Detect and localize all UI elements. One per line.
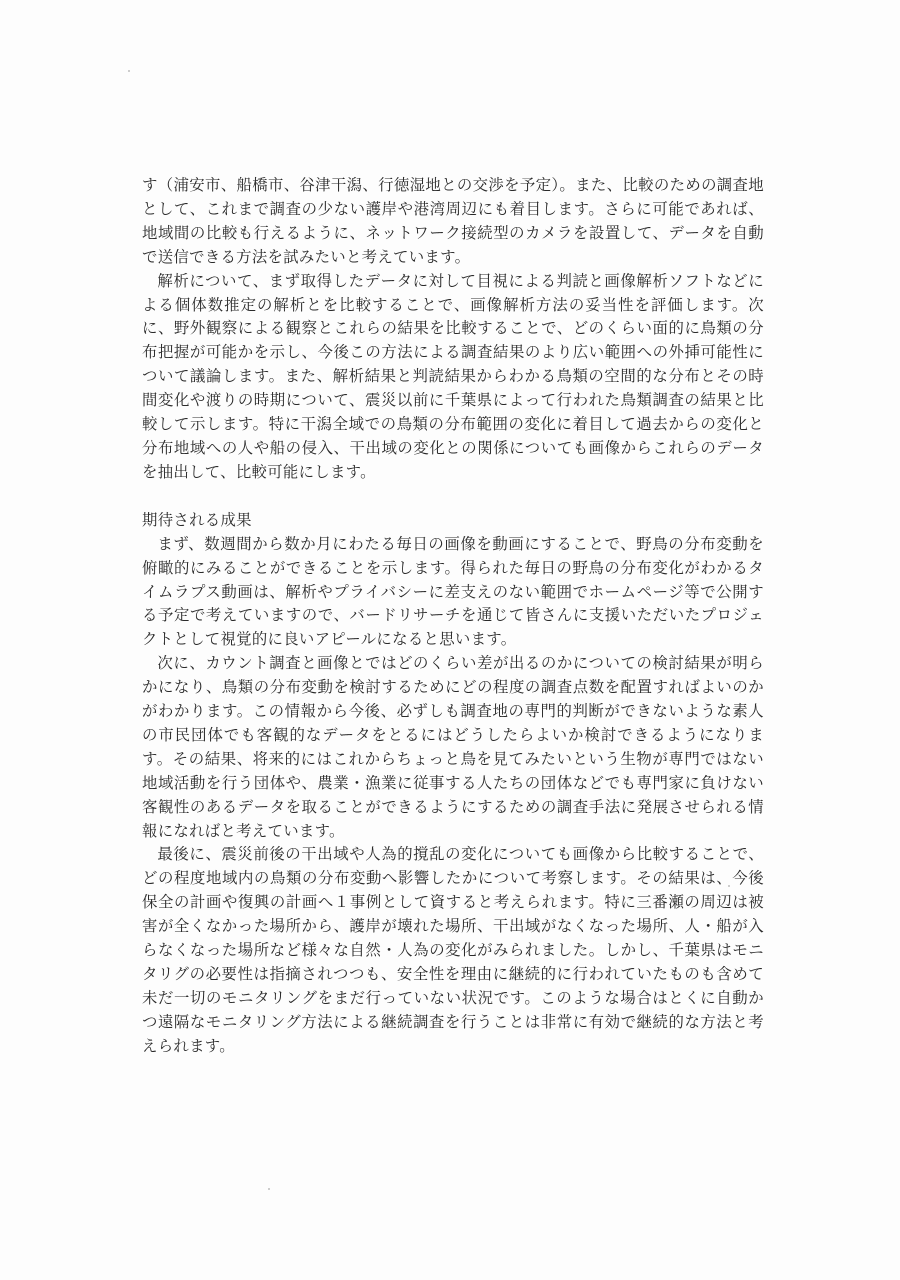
paragraph-disaster-impact: 最後に、震災前後の干出域や人為的撹乱の変化についても画像から比較することで、どの程度地域内の鳥類の分布変動へ影響したかについて考察します。その結果は、今後保全の計画や復興の計画へ１事例として資すると考えられます。特に三番瀬の周辺は被害が全くなかった場所から、護岸が壊れた場所、干出域がなくなった場所、人・船が入らなくなった場所など様々な自然・人為の変化がみられました。しかし、千葉県はモニタリグの必要性は指摘されつつも、安全性を理由に継続的に行われていたものも含めて未だ一切のモニタリングをまだ行っていない状況です。このような場合はとくに自動かつ遠隔なモニタリング方法による継続調査を行うことは非常に有効で継続的な方法と考えられます。 xyxy=(142,845,764,1055)
section-gap xyxy=(142,485,764,509)
section-heading-expected-results: 期待される成果 xyxy=(142,510,252,529)
paragraph-count-comparison: 次に、カウント調査と画像とではどのくらい差が出るのかについての検討結果が明らかになり、鳥類の分布変動を検討するためにどの程度の調査点数を配置すればよいのかがわかります。この情報から今後、必ずしも調査地の専門的判断ができないような素人の市民団体でも客観的なデータをとるにはどうしたらよいか検討できるようになります。その結果、将来的にはこれからちょっと鳥を見てみたいという生物が専門ではない地域活動を行う団体や、農業・漁業に従事する人たちの団体などでも専門家に負けない客観性のあるデータを取ることができるようにするための調査手法に発展させられる情報になればと考えています。 xyxy=(142,654,764,840)
document-body xyxy=(142,174,764,1059)
paragraph-survey-sites: す（浦安市、船橋市、谷津干潟、行徳湿地との交渉を予定）。また、比較のための調査地として、これまで調査の少ない護岸や港湾周辺にも着目します。さらに可能であれば、地域間の比較も行えるように、ネットワーク接続型のカメラを設置して、データを自動で送信できる方法を試みたいと考えています。 xyxy=(142,176,764,266)
scan-speck xyxy=(128,70,130,72)
paragraph-timelapse: まず、数週間から数か月にわたる毎日の画像を動画にすることで、野鳥の分布変動を俯瞰的にみることができることを示します。得られた毎日の野鳥の分布変化がわかるタイムラプス動画は、解析やプライバシーに差支えのない範囲でホームページ等で公開する予定で考えていますので、バードリサーチを通じて皆さんに支援いただいたプロジェクトとして視覚的に良いアピールになると思います。 xyxy=(142,534,764,649)
paragraph-analysis: 解析について、まず取得したデータに対して目視による判読と画像解析ソフトなどによる個体数推定の解析とを比較することで、画像解析方法の妥当性を評価します。次に、野外観察による観察とこれらの結果を比較することで、どのくらい面的に鳥類の分布把握が可能かを示し、今後この方法による調査結果のより広い範囲への外挿可能性について議論します。また、解析結果と判読結果からわかる鳥類の空間的な分布とその時間変化や渡りの時期について、震災以前に千葉県によって行われた鳥類調査の結果と比較して示します。特に干潟全域での鳥類の分布範囲の変化に着目して過去からの変化と分布地域への人や船の侵入、干出域の変化との関係についても画像からこれらのデータを抽出して、比較可能にします。 xyxy=(142,271,764,481)
scan-speck xyxy=(268,1188,270,1190)
